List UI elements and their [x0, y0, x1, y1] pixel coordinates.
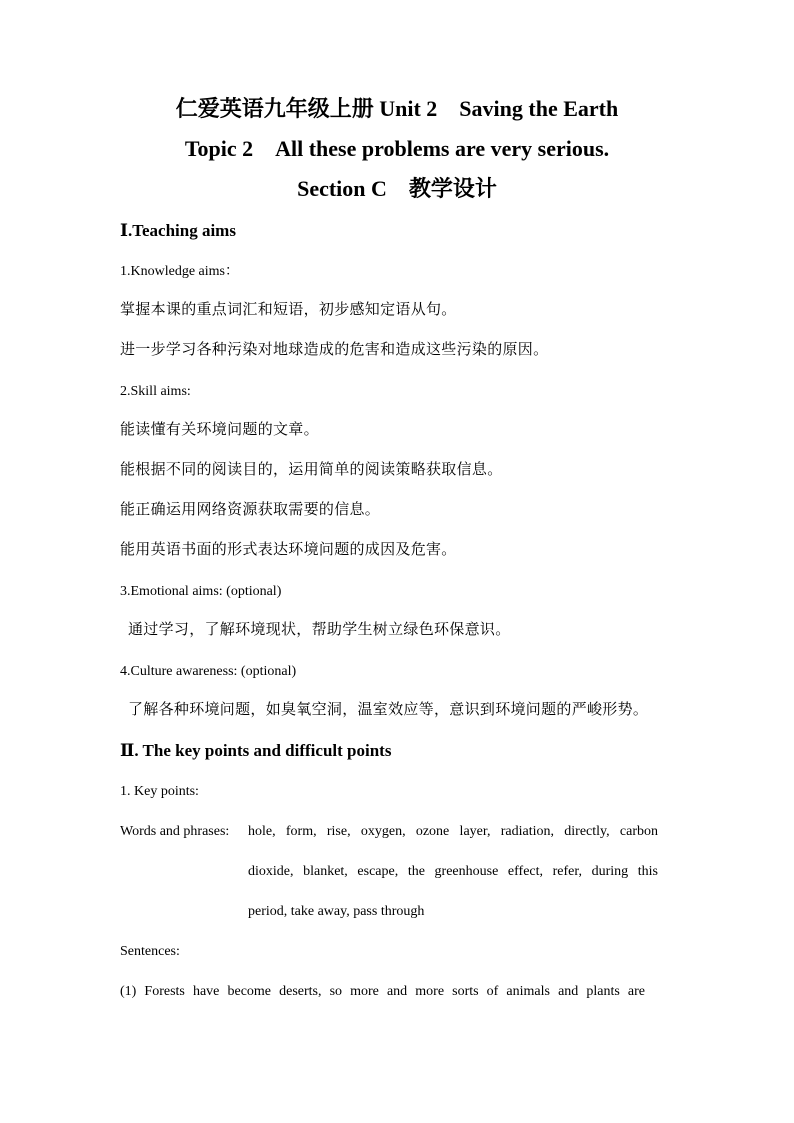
skill-aim-item: 能用英语书面的形式表达环境问题的成因及危害。 — [120, 542, 457, 558]
words-phrases-line: dioxide, blanket, escape, the greenhouse effect, refer, during this — [248, 864, 658, 879]
emotional-aims-label: 3.Emotional aims: (optional) — [120, 584, 282, 599]
section-heading-key-points: Ⅱ. The key points and difficult points — [120, 741, 392, 760]
skill-aims-label: 2.Skill aims: — [120, 384, 191, 399]
sentences-label: Sentences: — [120, 944, 180, 959]
skill-aim-item: 能读懂有关环境问题的文章。 — [120, 422, 319, 438]
document-title-line-1: 仁爱英语九年级上册 Unit 2 Saving the Earth — [175, 96, 619, 121]
words-phrases-label: Words and phrases: — [120, 824, 230, 839]
section-heading-teaching-aims: Ⅰ.Teaching aims — [120, 221, 236, 240]
knowledge-aims-label: 1.Knowledge aims： — [120, 264, 239, 279]
document-title-line-2: Topic 2 All these problems are very serious. — [184, 136, 610, 161]
knowledge-aim-item: 掌握本课的重点词汇和短语，初步感知定语从句。 — [120, 302, 457, 318]
skill-aim-item: 能根据不同的阅读目的，运用简单的阅读策略获取信息。 — [120, 462, 503, 478]
document-title-line-3: Section C 教学设计 — [297, 176, 497, 201]
culture-awareness-label: 4.Culture awareness: (optional) — [120, 664, 297, 679]
skill-aim-item: 能正确运用网络资源获取需要的信息。 — [120, 502, 381, 518]
key-points-label: 1. Key points: — [120, 784, 199, 799]
emotional-aims-text: 通过学习，了解环境现状，帮助学生树立绿色环保意识。 — [128, 622, 511, 638]
words-phrases-line: hole, form, rise, oxygen, ozone layer, radiation, directly, carbon — [248, 824, 658, 839]
culture-awareness-text: 了解各种环境问题，如臭氧空洞，温室效应等，意识到环境问题的严峻形势。 — [128, 702, 649, 718]
sentence-item: (1) Forests have become deserts, so more and more sorts of animals and plants are — [120, 984, 645, 999]
words-phrases-line: period, take away, pass through — [248, 904, 425, 919]
knowledge-aim-item: 进一步学习各种污染对地球造成的危害和造成这些污染的原因。 — [120, 342, 549, 358]
